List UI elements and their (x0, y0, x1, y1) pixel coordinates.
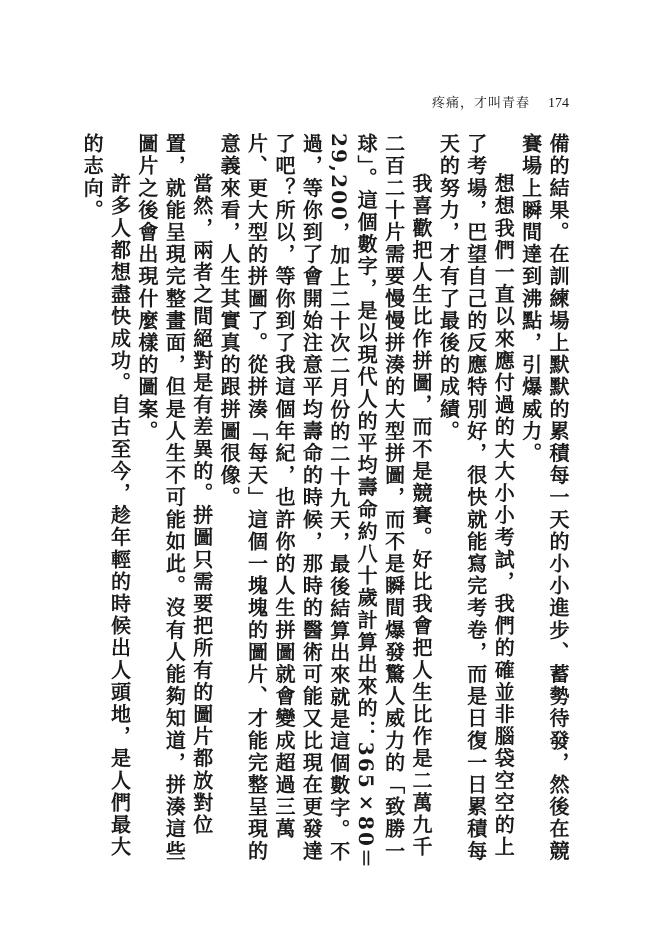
body-text (79, 133, 571, 878)
paragraph-5: 許多人都想盡快成功。自古至今，趁年輕的時候出人頭地，是人們最大的志向。 (80, 133, 132, 859)
paragraph-1: 備的結果。在訓練場上默默的累積每一天的小小進步、蓄勢待發，然後在競賽場上瞬間達到沸點，引爆威力。 (518, 133, 570, 863)
paragraph-4: 當然，兩者之間絕對是有差異的。拼圖只需要把所有的圖片都放對位置，就能呈現完整畫面，但是人生不可能如此。沒有人能夠知道，拼湊這些圖片之後會出現什麼樣的圖案。 (134, 133, 214, 863)
paragraph-3: 我喜歡把人生比作拼圖，而不是競賽。好比我會把人生比作是二萬九千二百二十片需要慢慢拼湊的大型拼圖，而不是瞬間爆發驚人威力的「致勝一球」。這個數字，是以現代人的平均壽命約八十歲計算出來的：365×80＝29,200，加上二十次二月份的二十九天，最後結算出來就是這個數字。不過，等你到了會開始注意平均壽命的時候，那時的醫術可能又比現在更發達了吧？所以，等你到了我這個年紀，也許你的人生拼圖就會變成超過三萬片、更大型的拼圖了。從拼湊「每天」這個一塊塊的圖片、才能完整呈現的意義來看，人生其實真的跟拼圖很像。 (217, 133, 433, 871)
running-title: 疼痛，才叫青春 (431, 96, 530, 111)
running-header (432, 92, 569, 112)
page-number: 174 (548, 96, 569, 111)
paragraph-2: 想想我們一直以來應付過的大大小小考試，我們的確並非腦袋空空的上了考場，巴望自己的反應特別好，很快就能寫完考卷，而是日復一日累積每天的努力，才有了最後的成績。 (436, 133, 516, 863)
